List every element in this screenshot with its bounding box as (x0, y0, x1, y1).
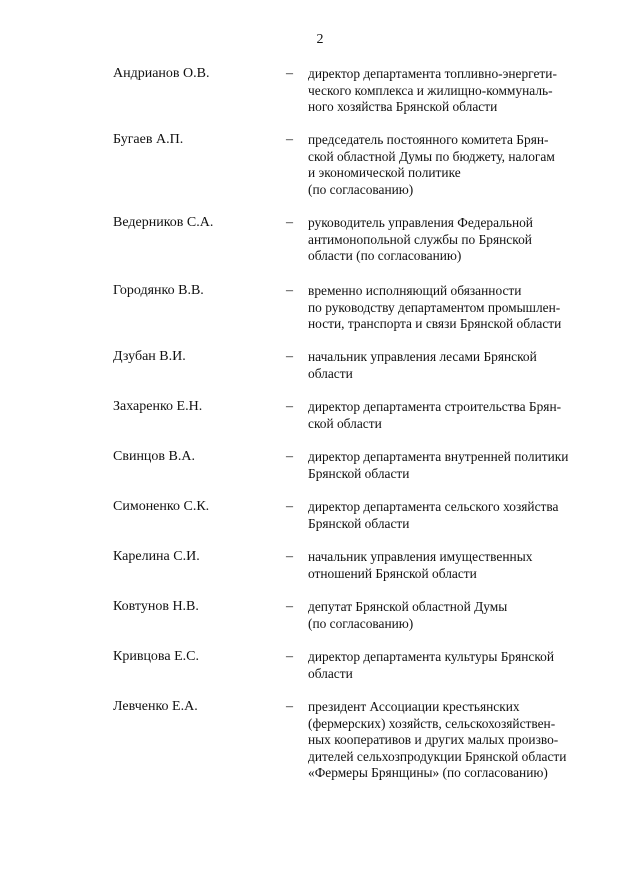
role-line: ской области (308, 415, 382, 431)
member-role (308, 499, 593, 532)
member-name: Захаренко Е.Н. (113, 399, 203, 414)
role-line: и экономической политике (308, 165, 461, 181)
role-line: ных кооперативов и других малых произво- (308, 732, 559, 748)
role-line: директор департамента сельского хозяйства (308, 499, 559, 514)
member-name: Ведерников С.А. (113, 215, 214, 230)
role-line: директор департамента культуры Брянской (308, 649, 555, 664)
role-line: антимонопольной службы по Брянской (308, 231, 532, 247)
member-name: Карелина С.И. (113, 549, 200, 564)
member-name: Андрианов О.В. (113, 66, 210, 81)
member-role (308, 449, 593, 482)
member-name: Левченко Е.А. (113, 699, 198, 714)
role-line: области (308, 665, 353, 681)
dash-separator: – (286, 132, 293, 147)
dash-separator: – (286, 283, 293, 298)
member-name: Бугаев А.П. (113, 132, 184, 147)
dash-separator: – (286, 449, 293, 464)
member-name: Дзубан В.И. (113, 349, 186, 364)
role-line: Брянской области (308, 515, 410, 531)
dash-separator: – (286, 66, 293, 81)
role-line: временно исполняющий обязанности (308, 283, 522, 298)
role-line: директор департамента топливно-энергети- (308, 66, 557, 81)
member-role (308, 599, 593, 632)
dash-separator: – (286, 399, 293, 414)
role-line: (по согласованию) (308, 615, 414, 631)
role-line: ного хозяйства Брянской области (308, 99, 498, 115)
role-line: дителей сельхозпродукции Брянской области (308, 748, 567, 764)
dash-separator: – (286, 215, 293, 230)
dash-separator: – (286, 699, 293, 714)
member-role (308, 549, 593, 582)
role-line: Брянской области (308, 465, 410, 481)
page-number: 2 (316, 32, 324, 47)
role-line: руководитель управления Федеральной (308, 215, 533, 230)
role-line: (по согласованию) (308, 181, 414, 197)
member-role (308, 699, 593, 782)
dash-separator: – (286, 599, 293, 614)
dash-separator: – (286, 349, 293, 364)
role-line: директор департамента строительства Брян- (308, 399, 562, 414)
member-role (308, 66, 593, 116)
member-name: Кривцова Е.С. (113, 649, 199, 664)
member-name: Городянко В.В. (113, 283, 204, 298)
role-line: ности, транспорта и связи Брянской области (308, 316, 562, 332)
member-role (308, 399, 593, 432)
member-role (308, 349, 593, 382)
role-line: директор департамента внутренней политики (308, 449, 569, 464)
role-line: начальник управления лесами Брянской (308, 349, 537, 364)
member-name: Свинцов В.А. (113, 449, 195, 464)
member-name: Ковтунов Н.В. (113, 599, 199, 614)
role-line: отношений Брянской области (308, 565, 477, 581)
role-line: по руководству департаментом промышлен- (308, 299, 561, 315)
role-line: «Фермеры Брянщины» (по согласованию) (308, 765, 548, 781)
dash-separator: – (286, 649, 293, 664)
member-role (308, 649, 593, 682)
role-line: председатель постоянного комитета Брян- (308, 132, 549, 147)
role-line: области (308, 365, 353, 381)
role-line: депутат Брянской областной Думы (308, 599, 508, 614)
role-line: области (по согласованию) (308, 248, 462, 264)
dash-separator: – (286, 499, 293, 514)
member-role (308, 283, 593, 333)
role-line: (фермерских) хозяйств, сельскохозяйствен- (308, 715, 556, 731)
role-line: ческого комплекса и жилищно-коммуналь- (308, 82, 553, 98)
dash-separator: – (286, 549, 293, 564)
role-line: начальник управления имущественных (308, 549, 533, 564)
member-role (308, 132, 593, 198)
member-role (308, 215, 593, 265)
role-line: ской областной Думы по бюджету, налогам (308, 148, 555, 164)
role-line: президент Ассоциации крестьянских (308, 699, 520, 714)
member-name: Симоненко С.К. (113, 499, 210, 514)
